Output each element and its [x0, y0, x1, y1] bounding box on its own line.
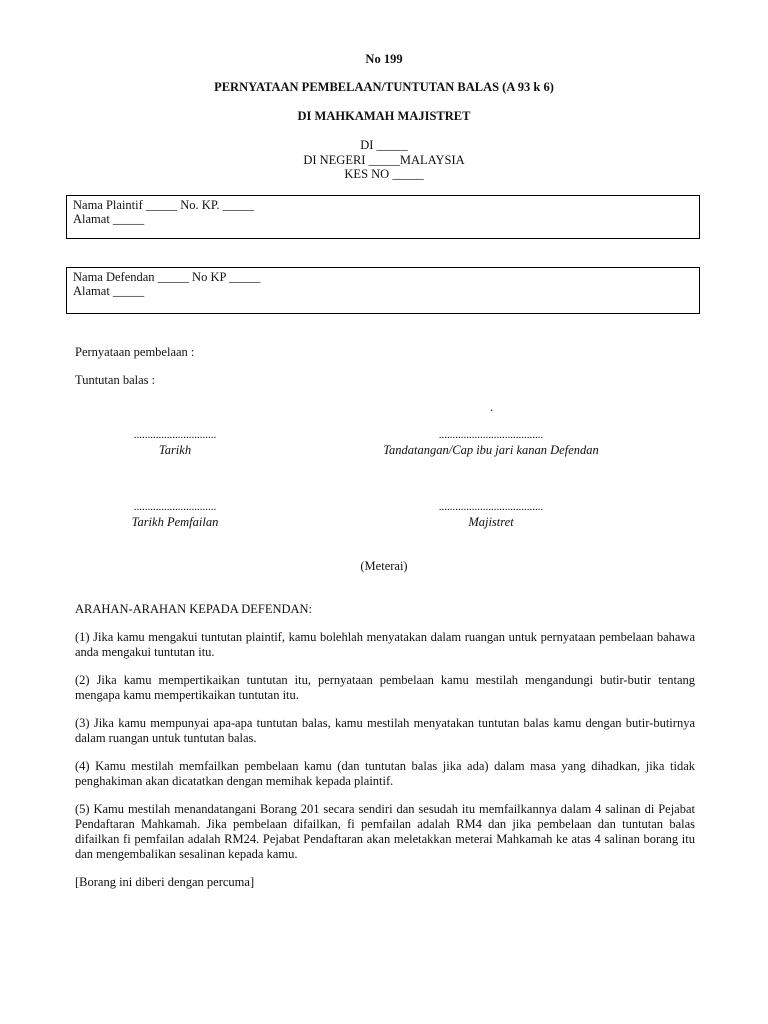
defendant-box [66, 267, 700, 314]
di-line: DI _____ [360, 138, 408, 152]
counterclaim-label: Tuntutan balas : [75, 373, 156, 387]
defendant-name-line: Nama Defendan _____ No KP _____ [73, 270, 261, 284]
free-form-note: [Borang ini diberi dengan percuma] [75, 875, 255, 889]
filing-date-block [105, 502, 245, 530]
plaintiff-name-line: Nama Plaintif _____ No. KP. _____ [73, 198, 254, 212]
stray-dot: . [490, 400, 494, 414]
magistrate-signature-block [420, 502, 562, 530]
instruction-2: (2) Jika kamu mempertikaikan tuntutan itu, pernyataan pembelaan kamu mestilah mengandungi butir-butir tentang mengapa kamu mempertikaikan tuntutan itu. [75, 673, 695, 702]
date-signature-block [115, 430, 235, 458]
date-dotted-line: .............................. [133, 429, 217, 441]
date-caption: Tarikh [158, 443, 192, 457]
magistrate-dotted-line: ...................................... [438, 501, 544, 513]
defendant-signature-block [360, 430, 622, 458]
seal-label: (Meterai) [360, 559, 408, 573]
defendant-signature-caption: Tandatangan/Cap ibu jari kanan Defendan [383, 443, 599, 457]
negeri-line: DI NEGERI _____MALAYSIA [303, 153, 465, 167]
form-number: No 199 [365, 52, 403, 66]
instruction-1: (1) Jika kamu mengakui tuntutan plaintif, kamu bolehlah menyatakan dalam ruangan untuk pernyataan pembelaan bahawa anda mengakui tuntutan itu. [75, 630, 695, 659]
defence-statement-label: Pernyataan pembelaan : [75, 345, 195, 359]
form-title: PERNYATAAN PEMBELAAN/TUNTUTAN BALAS (A 93 k 6) [214, 80, 554, 94]
defendant-signature-dotted-line: ...................................... [438, 429, 544, 441]
case-number-line: KES NO _____ [344, 167, 424, 181]
plaintiff-box [66, 195, 700, 239]
instruction-5: (5) Kamu mestilah menandatangani Borang 201 secara sendiri dan sesudah itu memfailkannya dalam 4 salinan di Pejabat Pendaftaran Mahkamah. Jika pembelaan difailkan, fi pemfailan adalah RM4 dan jika pembelaan dan tuntutan balas difailkan fi pemfailan adalah RM24. Pejabat Pendaftaran akan meletakkan meterai Mahkamah ke atas 4 salinan borang itu dan mengembalikan sesalinan kepada kamu. [75, 802, 695, 861]
filing-date-dotted-line: .............................. [133, 501, 217, 513]
plaintiff-address-line: Alamat _____ [73, 212, 145, 226]
defendant-address-line: Alamat _____ [73, 284, 145, 298]
court-name: DI MAHKAMAH MAJISTRET [297, 109, 471, 123]
instruction-3: (3) Jika kamu mempunyai apa-apa tuntutan balas, kamu mestilah menyatakan tuntutan balas kamu dengan butir-butirnya dalam ruangan untuk tuntutan balas. [75, 716, 695, 745]
instruction-4: (4) Kamu mestilah memfailkan pembelaan kamu (dan tuntutan balas jika ada) dalam masa yang dihadkan, jika tidak penghakiman akan dicatatkan dengan memihak kepada plaintif. [75, 759, 695, 788]
instructions-heading: ARAHAN-ARAHAN KEPADA DEFENDAN: [75, 602, 313, 616]
filing-date-caption: Tarikh Pemfailan [131, 515, 219, 529]
magistrate-caption: Majistret [468, 515, 514, 529]
